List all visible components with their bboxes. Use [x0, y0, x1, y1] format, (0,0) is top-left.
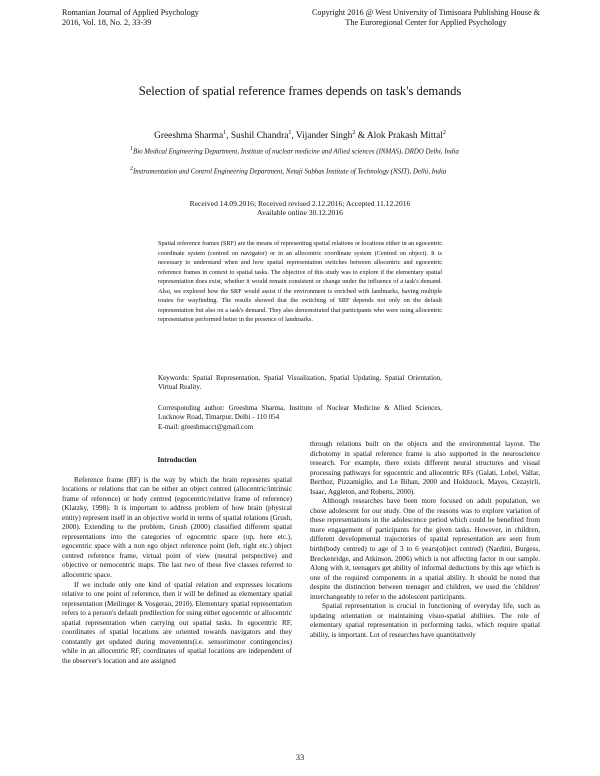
corresponding-author [158, 404, 442, 432]
right-column [310, 440, 540, 640]
paragraph: Reference frame (RF) is the way by which the brain represents spatial locations or relations that can be either an object centred (allocentric/intrinsic frame of reference) or body centred (egocentric/relative frame of reference) (Klatzky, 1998). It is important to address problem of how brain (physical entity) represent itself in an objective world in terms of spatial relations (Grush, 2000). Extending to the problem, Grush (2000) classified different spatial representations into the categories of egocentric space (up, here etc.), egocentric space with a non ego object reference point (left, right etc.) object centred reference frame, virtual point of view (neutral perspective) and objective or nemocentric maps. The last two of these five classes referred to allocentric space. [62, 475, 292, 580]
keywords: Keywords: Spatial Representation, Spatial Visualization, Spatial Updating, Spatial Orientation, Virtual Reality. [158, 374, 442, 392]
left-column [62, 456, 292, 666]
available-online-line: Available online 30.12.2016 [257, 208, 343, 217]
email-link[interactable]: E-mail: greeshmacct@gmail.com [158, 422, 254, 431]
received-dates [0, 199, 600, 217]
affiliation-1-text: Bio Medical Engineering Department, Institute of nuclear medicine and Allied sciences (INMAS), DRDO Delhi, India [133, 148, 459, 156]
affiliation-1-number: 1 [130, 146, 133, 152]
copyright-line: Copyright 2016 @ West University of Timisoara Publishing House & [311, 8, 540, 17]
author-list: Greeshma Sharma$^1$, Sushil Chandra$^1$, Vijander Singh$^2$ & Alok Prakash Mittal$^2$ [154, 130, 446, 142]
journal-header-right [312, 8, 540, 28]
author-4-affil: 2 [442, 130, 446, 136]
publisher-line: The Euroregional Center for Applied Psychology [345, 18, 507, 27]
affiliation-1 [130, 146, 459, 155]
author-4: & Alok Prakash Mittal [357, 131, 443, 142]
corresponding-author-text: Corresponding author: Greeshma Sharma, Institute of Nuclear Medicine & Allied Sciences, Lucknow Road, Timarpur, Delhi - 110 054 [158, 404, 442, 422]
section-heading-introduction: Introduction [157, 456, 197, 464]
affiliation-2-number: 2 [130, 166, 133, 172]
paragraph: Spatial representation is crucial in functioning of everyday life, such as updating orientation or maintaining visuo-spatial abilities. The role of elementary spatial representation in performing tasks, which require spatial ability, is important. Lot of researches have quantitatively [310, 602, 540, 639]
paragraph: If we include only one kind of spatial relation and expresses locations relative to one point of reference, then it will be defined as elementary spatial representation (Meilinger & Vosgerau, 2010). Elementary spatial representation refers to a person's default predilection for using either egocentric or allocentric spatial representation when carrying out spatial tasks. In egocentric RF, coordinates of spatial locations are oriented towards navigators and they constantly get updated during movements(i.e. sensorimotor contingencies) while in an allocentric RF, coordinates of spatial locations are independent of the observer's location and are assigned [62, 580, 292, 665]
affiliation-2 [130, 166, 446, 175]
author-2-affil: 1 [288, 130, 292, 136]
journal-header-left [62, 8, 199, 28]
abstract: Spatial reference frames (SRF) are the means of representing spatial relations or locations either in an egocentric coordinate system (centred on navigator) or in an allocentric coordinate system (Centred on object). It is necessary to understand when and how spatial representation switches between allocentric and egocentric reference frames in context to spatial tasks. The objective of this study was to explore if the elementary spatial representation does exist, whether it would remain consistent or change under the influence of a task's demand. Also, we explored how the SRF would assist if the environment is enriched with landmarks, having multiple routes for wayfinding. The results showed that the switching of SRF depends not only on the default representation but also on a task's demand. They also demonstrated that participants who were using allocentric representation performed better in the presence of landmarks. [158, 240, 442, 323]
paragraph: through relations built on the objects and the environmental layout. The dichotomy in spatial reference frame is also supported in the neuroscience research. For example, there exists different neural structures and visual processing pathways for egocentric and allocentric RFs (Galati, Lobel, Vallar, Berthoz, Pizzamiglio, and Le Bihan, 2000 and Holdstock, Mayes, Cezayirli, Isaac, Aggleton, and Roberts, 2000). [310, 440, 540, 496]
author-1-affil: 1 [223, 130, 227, 136]
author-2: Sushil Chandra [230, 131, 289, 142]
received-line: Received 14.09.2016; Received revised 2.12.2016; Accepted 11.12.2016 [189, 199, 411, 208]
paper-title: Selection of spatial reference frames depends on task's demands [138, 84, 462, 98]
journal-volume: 2016, Vol. 18, No. 2, 33-39 [62, 18, 152, 27]
journal-name: Romanian Journal of Applied Psychology [62, 8, 199, 17]
author-3: Vijander Singh [295, 131, 353, 142]
paragraph: Although researches have been more focused on adult population, we chose adolescent for our study. One of the reasons was to explore variation of these representations in the adolescence period which could be benefited from more engagement of participants for the given tasks. However, in children, different developmental trajectories of spatial representation are seen from birth(body centred) to age of 3 to 6 years(object centred) (Nardini, Burgess, Breckenridge, and Atkinson, 2006) which is not affecting factor in our sample. Along with it, teenagers get ability of informal deductions by this age which is one of the required components in a spatial ability. It should be noted that despite the distinction between teenager and children, we used the 'children' interchangeably to refer to the adolescent participants. [310, 497, 540, 601]
author-1: Greeshma Sharma [154, 131, 224, 142]
author-3-affil: 2 [352, 130, 356, 136]
page-number: 33 [295, 752, 305, 762]
affiliation-2-text: Instrumentation and Control Engineering Department, Netaji Subhas Institute of Technology (NSIT), Delhi, India [133, 168, 447, 176]
